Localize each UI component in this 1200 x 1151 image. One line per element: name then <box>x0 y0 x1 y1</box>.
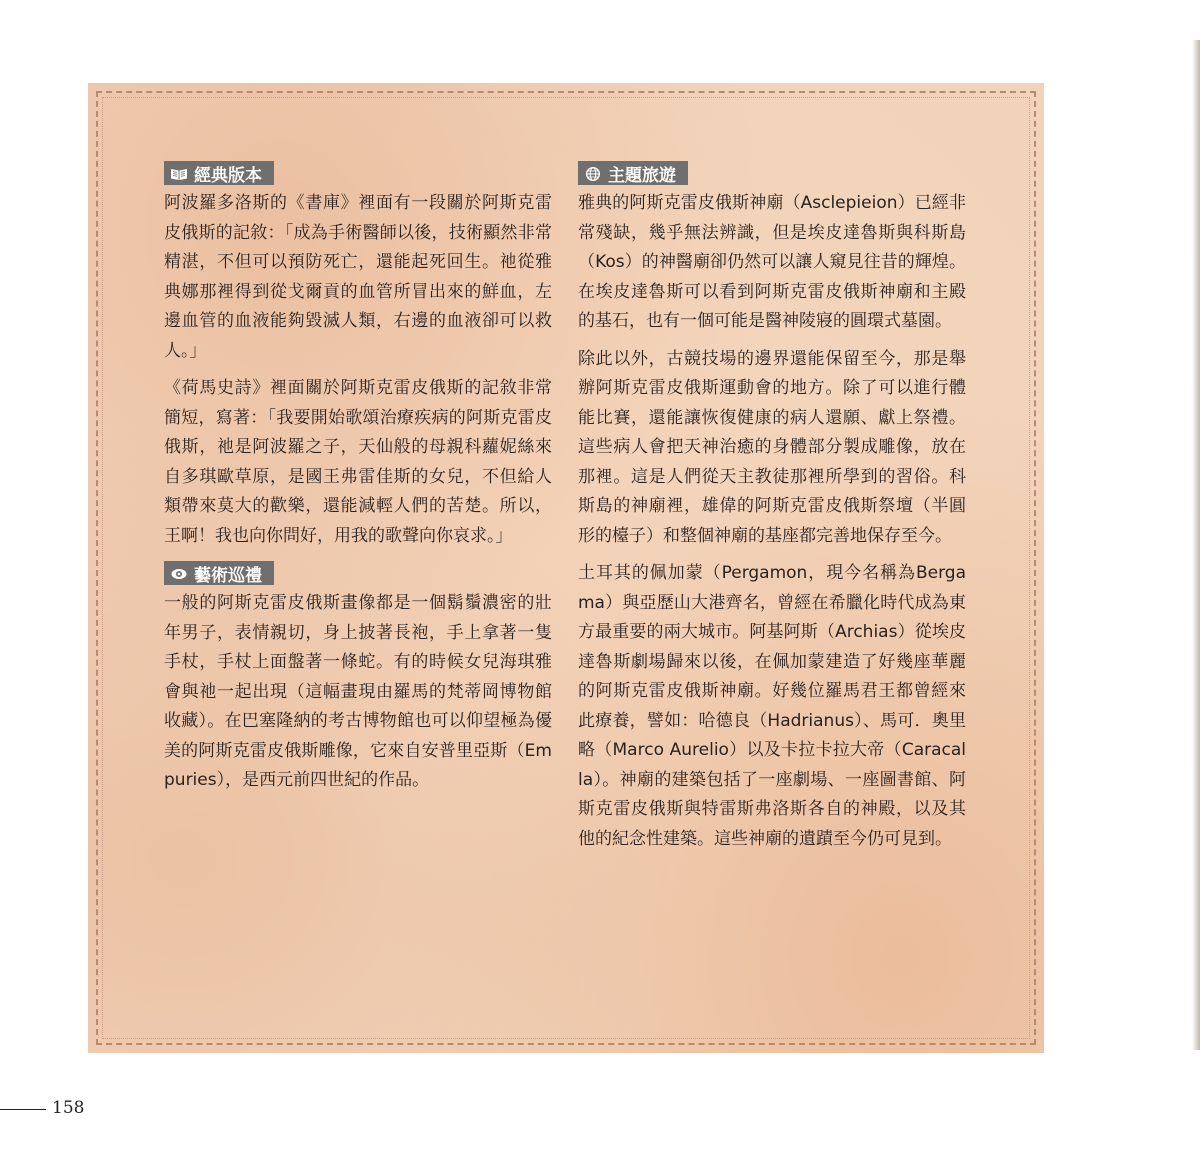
globe-icon <box>584 166 602 180</box>
paragraph: 雅典的阿斯克雷皮俄斯神廟（Asclepieion）已經非常殘缺，幾乎無法辨識，但是埃皮達魯斯與科斯島（Kos）的神醫廟卻仍然可以讓人窺見往昔的輝煌。在埃皮達魯斯可以看到阿斯克雷皮俄斯神廟和主殿的基石，也有一個可能是醫神陵寢的圓環式墓園。 <box>578 193 966 331</box>
paragraph: 除此以外，古競技場的邊界還能保留至今，那是舉辦阿斯克雷皮俄斯運動會的地方。除了可以進行體能比賽，還能讓恢復健康的病人還願、獻上祭禮。這些病人會把天神治癒的身體部分製成雕像，放在那裡。這是人們從天主教徒那裡所學到的習俗。科斯島的神廟裡，雄偉的阿斯克雷皮俄斯祭壇（半圓形的檯子）和整個神廟的基座都完善地保存至今。 <box>578 348 966 546</box>
left-column <box>164 161 552 804</box>
section-heading-art <box>164 561 274 585</box>
section-title: 藝術巡禮 <box>194 565 262 586</box>
book-icon <box>170 166 188 180</box>
eye-icon <box>170 566 188 580</box>
section-heading-classic <box>164 161 274 185</box>
page-number: 158 <box>52 1098 85 1118</box>
right-column <box>578 161 966 862</box>
paragraph: 一般的阿斯克雷皮俄斯畫像都是一個鬍鬚濃密的壯年男子，表情親切，身上披著長袍，手上拿著一隻手杖，手杖上面盤著一條蛇。有的時候女兒海琪雅會與祂一起出現（這幅畫現由羅馬的梵蒂岡博物館收藏）。在巴塞隆納的考古博物館也可以仰望極為優美的阿斯克雷皮俄斯雕像，它來自安普里亞斯（Empuries），是西元前四世紀的作品。 <box>164 593 552 790</box>
content-panel <box>88 83 1044 1053</box>
paragraph: 阿波羅多洛斯的《書庫》裡面有一段關於阿斯克雷皮俄斯的記敘：「成為手術醫師以後，技術顯然非常精湛，不但可以預防死亡，還能起死回生。祂從雅典娜那裡得到從戈爾貢的血管所冒出來的鮮血，左邊血管的血液能夠毀滅人類，右邊的血液卻可以救人。」 <box>164 193 552 361</box>
paragraph: 土耳其的佩加蒙（Pergamon，現今名稱為Bergama）與亞歷山大港齊名，曾經在希臘化時代成為東方最重要的兩大城市。阿基阿斯（Archias）從埃皮達魯斯劇場歸來以後，在佩加蒙建造了好幾座華麗的阿斯克雷皮俄斯神廟。好幾位羅馬君王都曾經來此療養，譬如：哈德良（Hadrianus）、馬可．奧里略（Marco Aurelio）以及卡拉卡拉大帝（Caracalla）。神廟的建築包括了一座劇場、一座圖書館、阿斯克雷皮俄斯與特雷斯弗洛斯各自的神殿，以及其他的紀念性建築。這些神廟的遺蹟至今仍可見到。 <box>578 563 966 849</box>
page-edge <box>1192 40 1200 1050</box>
page-number-rule <box>0 1109 46 1110</box>
section-heading-travel <box>578 161 688 185</box>
paragraph: 《荷馬史詩》裡面關於阿斯克雷皮俄斯的記敘非常簡短，寫著：「我要開始歌頌治療疾病的阿斯克雷皮俄斯，祂是阿波羅之子，天仙般的母親科蘿妮絲來自多琪歐草原，是國王弗雷佳斯的女兒，不但給人類帶來莫大的歡樂，還能減輕人們的苦楚。所以，王啊！我也向你問好，用我的歌聲向你哀求。」 <box>164 378 552 546</box>
section-title: 主題旅遊 <box>608 165 676 186</box>
section-title: 經典版本 <box>194 165 262 186</box>
